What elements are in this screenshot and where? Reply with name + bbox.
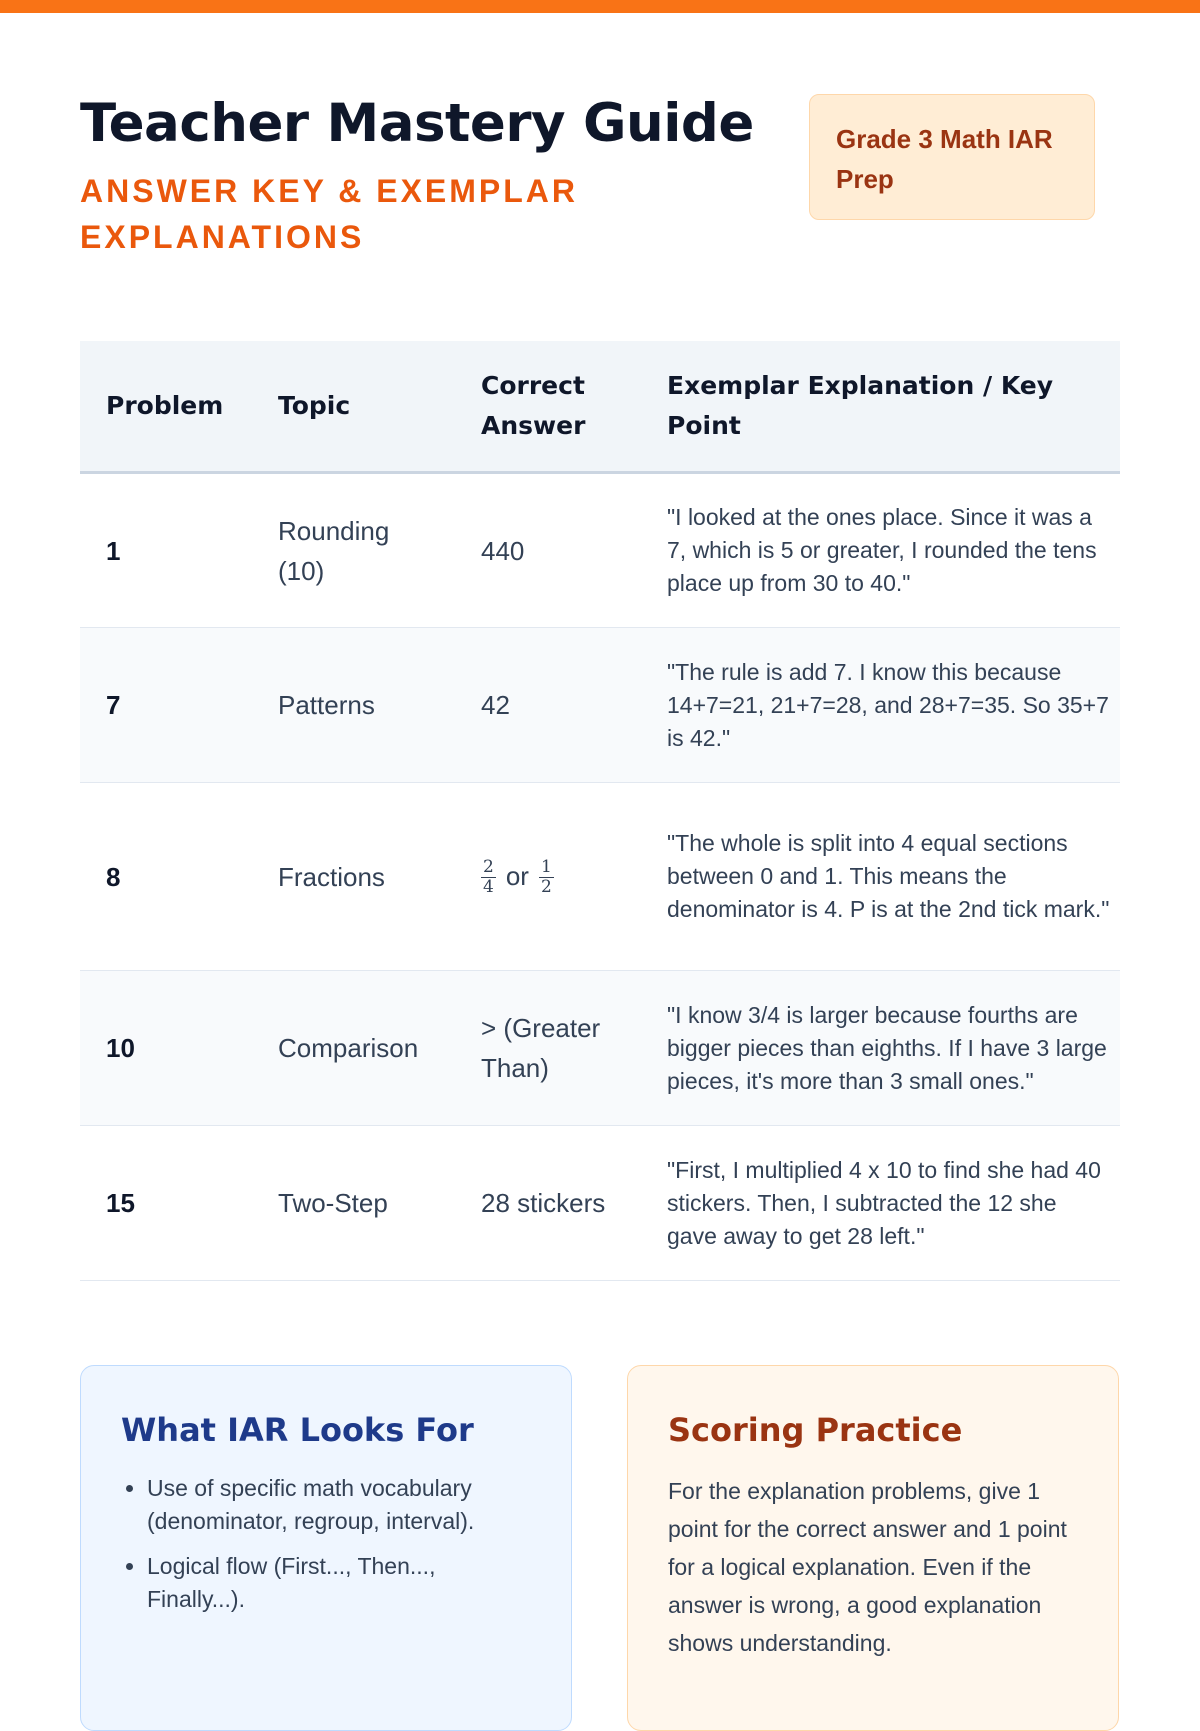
problem-number: 15 [80, 1126, 252, 1281]
page-subtitle: ANSWER KEY & EXEMPLAR EXPLANATIONS [80, 173, 579, 255]
problem-number: 10 [80, 971, 252, 1126]
problem-number: 1 [80, 473, 252, 628]
answer-key-table [80, 341, 1120, 1281]
iar-card-title: What IAR Looks For [121, 1411, 474, 1449]
fraction-numerator: 2 [483, 857, 494, 878]
topic-cell: Two-Step [252, 1126, 455, 1281]
explanation-cell: "The whole is split into 4 equal sections between 0 and 1. This means the denominator is 4. P is at the 2nd tick mark." [641, 783, 1120, 971]
answer-cell: 28 stickers [455, 1126, 641, 1281]
explanation-cell: "I know 3/4 is larger because fourths are bigger pieces than eighths. If I have 3 large pieces, it's more than 3 small ones." [641, 971, 1120, 1126]
fraction-numerator: 1 [540, 857, 552, 878]
list-item: • Use of specific math vocabulary (denominator, regroup, interval). [147, 1472, 531, 1538]
column-header-explanation: Exemplar Explanation / Key Point [641, 341, 1120, 473]
scoring-practice-card [627, 1365, 1119, 1731]
column-header-correct-answer: Correct Answer [455, 341, 641, 473]
table-row [80, 971, 1120, 1126]
answer-cell [455, 783, 641, 971]
fraction-two-fourths [481, 858, 496, 897]
topic-cell: Fractions [252, 783, 455, 971]
iar-criteria-list [121, 1472, 531, 1616]
fraction-denominator: 2 [540, 877, 552, 898]
page-header [80, 92, 1120, 262]
answer-cell: 440 [455, 473, 641, 628]
list-item: • Logical flow (First..., Then..., Finally...). [147, 1550, 531, 1616]
problem-number: 7 [80, 628, 252, 783]
or-text: or [505, 860, 529, 891]
column-header-problem: Problem [80, 341, 252, 473]
fraction-denominator: 4 [483, 877, 494, 898]
explanation-cell: "I looked at the ones place. Since it was a 7, which is 5 or greater, I rounded the tens place up from 30 to 40." [641, 473, 1120, 628]
table-header-row [80, 341, 1120, 473]
problem-number: 8 [80, 783, 252, 971]
table-row [80, 473, 1120, 628]
answer-cell: > (Greater Than) [455, 971, 641, 1126]
grade-badge: Grade 3 Math IAR Prep [809, 94, 1095, 220]
page-title: Teacher Mastery Guide [80, 93, 754, 154]
table-row [80, 628, 1120, 783]
explanation-cell: "The rule is add 7. I know this because 14+7=21, 21+7=28, and 28+7=35. So 35+7 is 42." [641, 628, 1120, 783]
table-row [80, 783, 1120, 971]
answer-cell: 42 [455, 628, 641, 783]
topic-cell: Patterns [252, 628, 455, 783]
scoring-card-text: For the explanation problems, give 1 point for the correct answer and 1 point for a logical explanation. Even if the answer is wrong, a good explanation shows understanding. [668, 1478, 1067, 1656]
topic-cell: Rounding (10) [252, 473, 455, 628]
scoring-card-title: Scoring Practice [668, 1411, 963, 1449]
column-header-topic: Topic [252, 341, 455, 473]
explanation-cell: "First, I multiplied 4 x 10 to find she had 40 stickers. Then, I subtracted the 12 she gave away to get 28 left." [641, 1126, 1120, 1281]
iar-criteria-card [80, 1365, 572, 1731]
top-accent-bar [0, 0, 1200, 13]
topic-cell: Comparison [252, 971, 455, 1126]
fraction-one-half [539, 858, 554, 897]
table-row [80, 1126, 1120, 1281]
